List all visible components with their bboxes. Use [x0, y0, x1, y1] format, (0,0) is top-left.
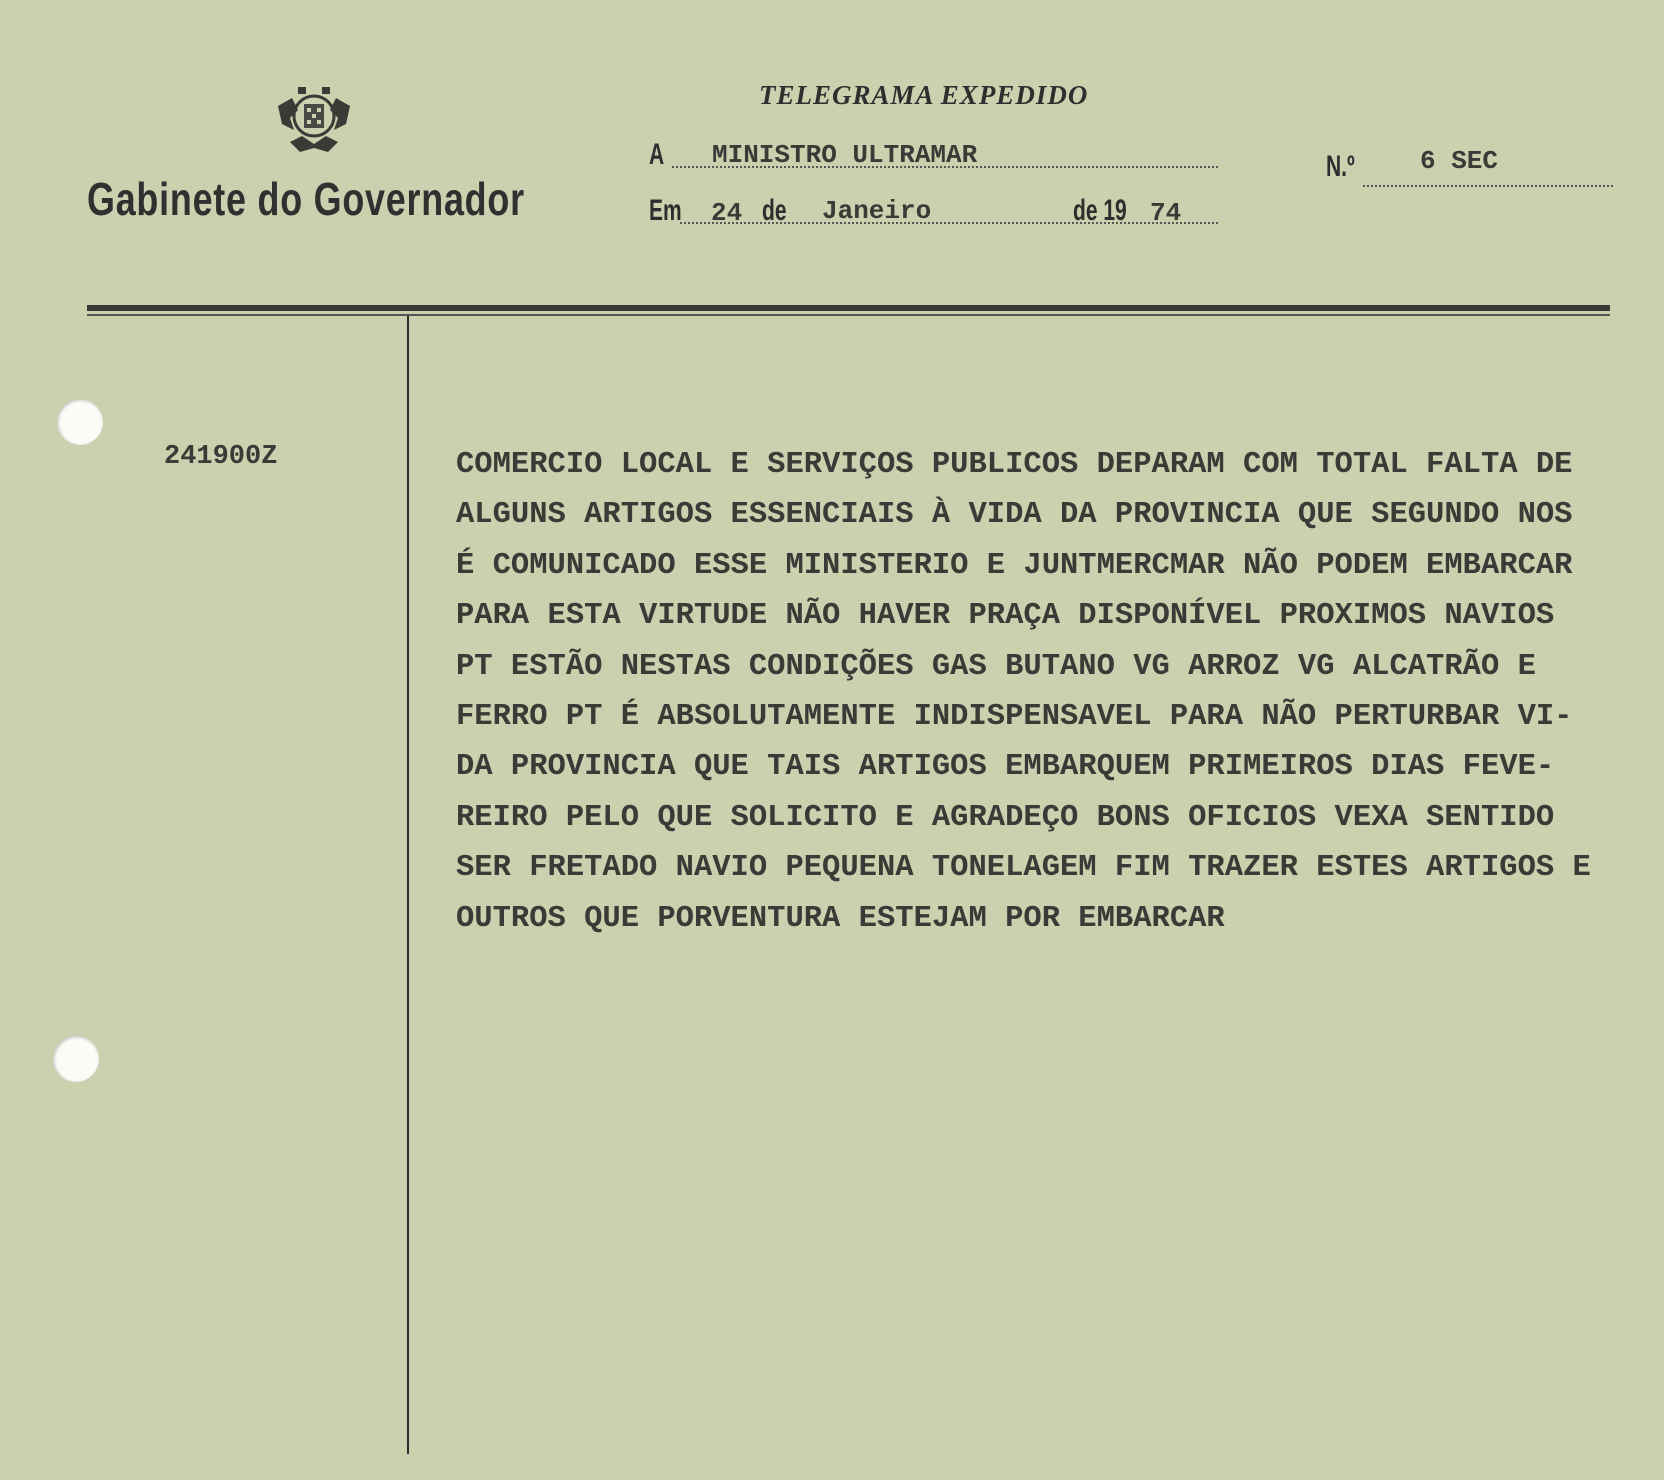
to-label: A — [649, 138, 665, 171]
office-name: Gabinete do Governador — [87, 173, 525, 225]
header-rule-thin — [87, 314, 1610, 316]
message-line: REIRO PELO QUE SOLICITO E AGRADEÇO BONS OFICIOS VEXA SENTIDO — [456, 800, 1555, 835]
date-day: 24 — [711, 198, 743, 228]
message-line: DA PROVINCIA QUE TAIS ARTIGOS EMBARQUEM PRIMEIROS DIAS FEVE- — [456, 750, 1555, 785]
message-body — [456, 440, 1591, 944]
punch-hole-bottom — [53, 1036, 99, 1082]
date-label-year-prefix: de 19 — [1073, 194, 1127, 227]
message-line: OUTROS QUE PORVENTURA ESTEJAM POR EMBARCAR — [456, 901, 1225, 936]
message-line: FERRO PT É ABSOLUTAMENTE INDISPENSAVEL PARA NÃO PERTURBAR VI- — [456, 700, 1573, 735]
date-month: Janeiro — [822, 196, 932, 226]
date-time-group: 241900Z — [164, 442, 278, 472]
header-rule-thick — [87, 305, 1610, 311]
number-field-line — [1363, 185, 1613, 187]
message-line: SER FRETADO NAVIO PEQUENA TONELAGEM FIM TRAZER ESTES ARTIGOS E — [456, 851, 1591, 886]
message-line: PT ESTÃO NESTAS CONDIÇÕES GAS BUTANO VG ARROZ VG ALCATRÃO E — [456, 649, 1536, 684]
to-value: MINISTRO ULTRAMAR — [712, 140, 978, 170]
coat-of-arms-emblem — [268, 84, 360, 156]
column-divider — [407, 316, 409, 1454]
punch-hole-top — [57, 399, 103, 445]
message-line: ALGUNS ARTIGOS ESSENCIAIS À VIDA DA PROVINCIA QUE SEGUNDO NOS — [456, 498, 1573, 533]
date-label-em: Em — [649, 194, 682, 227]
message-line: É COMUNICADO ESSE MINISTERIO E JUNTMERCMAR NÃO PODEM EMBARCAR — [456, 548, 1573, 583]
message-line: PARA ESTA VIRTUDE NÃO HAVER PRAÇA DISPONÍVEL PROXIMOS NAVIOS — [456, 599, 1555, 634]
date-year: 74 — [1150, 198, 1182, 228]
form-title: TELEGRAMA EXPEDIDO — [759, 80, 1089, 110]
date-field-line — [680, 222, 1218, 224]
message-line: COMERCIO LOCAL E SERVIÇOS PUBLICOS DEPARAM COM TOTAL FALTA DE — [456, 448, 1573, 482]
number-label: N.º — [1326, 150, 1355, 183]
number-value: 6 SEC — [1420, 146, 1499, 176]
date-label-de: de — [762, 194, 787, 227]
